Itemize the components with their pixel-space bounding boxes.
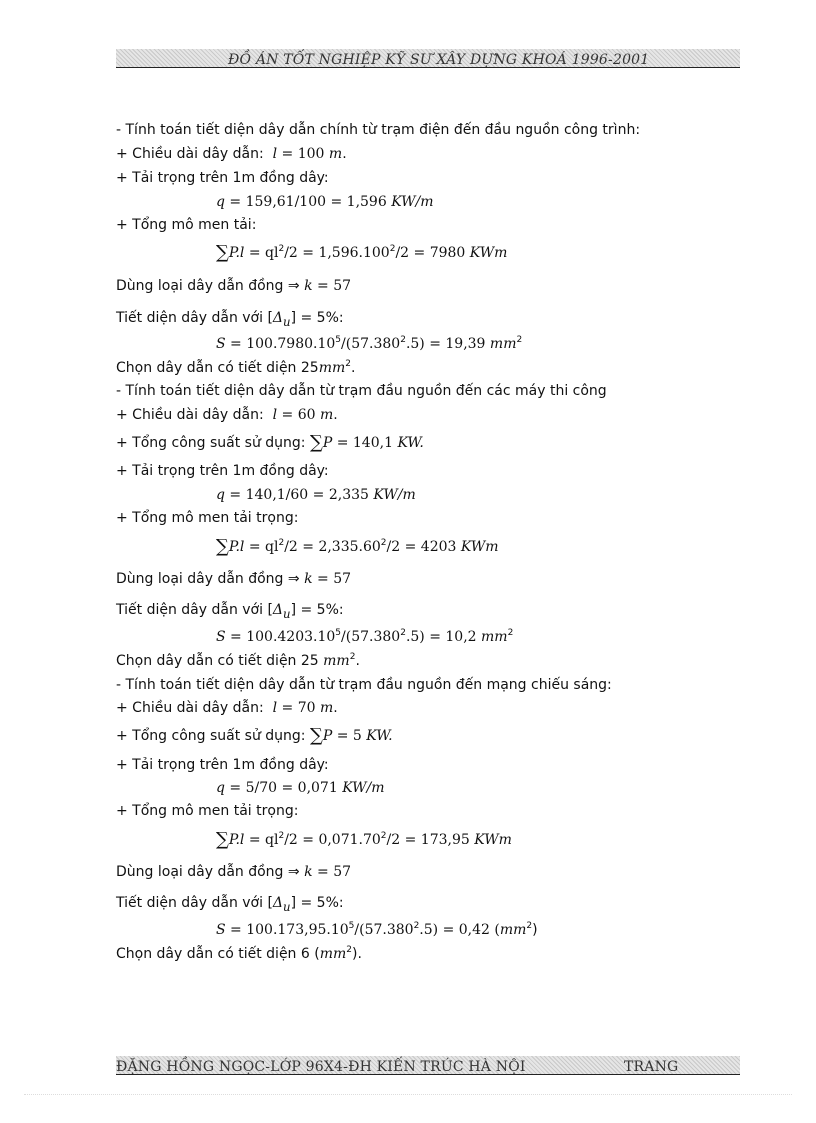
sec3-load-label: + Tải trọng trên 1m đồng dây: <box>116 757 329 773</box>
sec2-s-formula: $S = 100.4203.10^5/(57.380^2.5) = 10,2$ $mm^2$ <box>216 628 514 645</box>
sec3-choose: Chọn dây dẫn có tiết diện 6 $(mm^2)$. <box>116 945 362 962</box>
sec2-moment-label: + Tổng mô men tải trọng: <box>116 510 299 526</box>
sec3-area-line: Tiết diện dây dẫn với $[\Delta_u] = 5\%$: <box>116 895 344 914</box>
sec1-s-formula: $S = 100.7980.10^5/(57.380^2.5) = 19,39$ $mm^2$ <box>216 335 523 352</box>
page-footer <box>116 1056 740 1075</box>
footer-author: ĐẶNG HỒNG NGỌC-LỚP 96X4-ĐH KIẾN TRÚC HÀ NỘI <box>116 1059 526 1075</box>
page-bottom-divider <box>24 1094 792 1095</box>
page-header <box>116 49 740 68</box>
implies-arrow-icon: ⇒ <box>287 864 300 880</box>
sigma-symbol: ∑ <box>216 536 229 557</box>
sec3-heading: - Tính toán tiết diện dây dẫn từ trạm đầu nguồn đến mạng chiếu sáng: <box>116 677 612 693</box>
delta-icon: Δ <box>272 310 284 326</box>
sec2-power: + Tổng công suất sử dụng: ∑P = 140,1 KW. <box>116 432 424 453</box>
sec3-s-formula: $S = 100.173,95.10^5/(57.380^2.5) = 0,42$ $(mm^2)$ <box>216 921 538 938</box>
sec3-q-formula: q = 5/70 = 0,071 KW/m <box>216 780 385 796</box>
sec2-wire-line: Dùng loại dây dẫn đồng ⇒ k = 57 <box>116 571 352 587</box>
sec1-heading: - Tính toán tiết diện dây dẫn chính từ trạm điện đến đầu nguồn công trình: <box>116 122 641 138</box>
sigma-symbol: ∑ <box>216 829 229 850</box>
sec2-q-formula: q = 140,1/60 = 2,335 KW/m <box>216 487 416 503</box>
sigma-symbol: ∑ <box>309 725 323 746</box>
header-title: ĐỒ ÁN TỐT NGHIỆP KỸ SƯ XÂY DỰNG KHOÁ 1996-2001 <box>228 52 650 68</box>
sec3-moment-label: + Tổng mô men tải trọng: <box>116 803 299 819</box>
sec1-choose: Chọn dây dẫn có tiết diện $25mm^2$. <box>116 359 356 376</box>
sigma-symbol: ∑ <box>309 432 323 453</box>
sec1-length-label: + Chiều dài dây dẫn: <box>116 146 264 162</box>
sec3-length: + Chiều dài dây dẫn: l = 70 m. <box>116 700 338 716</box>
sec2-load-label: + Tải trọng trên 1m đồng dây: <box>116 463 329 479</box>
sec2-area-line: Tiết diện dây dẫn với $[\Delta_u] = 5\%$: <box>116 602 344 621</box>
sec1-wire-line: Dùng loại dây dẫn đồng ⇒ k = 57 <box>116 278 352 294</box>
sec1-moment-formula: $\sum P.l = ql^2/2 = 1,596.100^2/2 = 7980$ KWm <box>216 242 508 263</box>
sec2-length: + Chiều dài dây dẫn: l = 60 m. <box>116 407 338 423</box>
sec2-choose: Chọn dây dẫn có tiết diện 25 $mm^2$. <box>116 652 360 669</box>
sec2-heading: - Tính toán tiết diện dây dẫn từ trạm đầu nguồn đến các máy thi công <box>116 383 607 399</box>
sec1-q-formula: q = 159,61/100 = 1,596 KW/m <box>216 194 434 210</box>
implies-arrow-icon: ⇒ <box>287 571 300 587</box>
sec3-moment-formula: $\sum P.l = ql^2/2 = 0,071.70^2/2 = 173,95$ KWm <box>216 829 512 850</box>
sec1-length: + Chiều dài dây dẫn: l = 100 m. <box>116 146 347 162</box>
sec1-area-line: Tiết diện dây dẫn với $[\Delta_u] = 5\%$: <box>116 310 344 329</box>
sec1-moment-label: + Tổng mô men tải: <box>116 217 257 233</box>
delta-icon: Δ <box>272 602 284 618</box>
implies-arrow-icon: ⇒ <box>287 278 300 294</box>
sec3-wire-line: Dùng loại dây dẫn đồng ⇒ k = 57 <box>116 864 352 880</box>
sec1-load-label: + Tải trọng trên 1m đồng dây: <box>116 170 329 186</box>
sec2-moment-formula: $\sum P.l = ql^2/2 = 2,335.60^2/2 = 4203$ KWm <box>216 536 499 557</box>
delta-icon: Δ <box>272 895 284 911</box>
footer-page-label: TRANG <box>624 1059 679 1075</box>
sec3-power: + Tổng công suất sử dụng: ∑P = 5 KW. <box>116 725 393 746</box>
sigma-symbol: ∑ <box>216 242 229 263</box>
